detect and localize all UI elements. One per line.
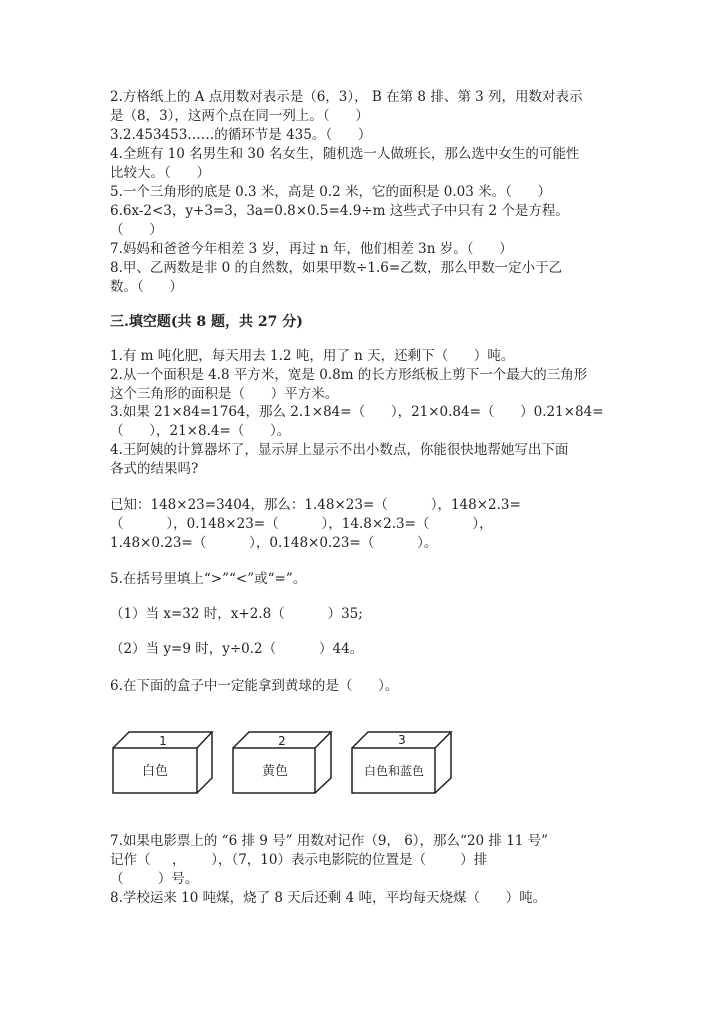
question-6-line-2: （ ） — [110, 222, 163, 238]
question-6-line-1: 6.6x-2<3，y+3=3，3a=0.8×0.5=4.9÷m 这些式子中只有 2 个是方程。 — [110, 203, 569, 219]
fill-q3-line-2: （ ），21×8.4=（ ）。 — [110, 423, 291, 439]
fill-q4-line-1: 4.王阿姨的计算器坏了，显示屏上显示不出小数点，你能很快地帮她写出下面 — [110, 442, 569, 458]
question-8-line-1: 8.甲、乙两数是非 0 的自然数，如果甲数÷1.6=乙数，那么甲数一定小于乙 — [110, 260, 563, 276]
fill-q2-line-2: 这个三角形的面积是（ ）平方米。 — [110, 386, 339, 402]
fill-q4-line-5: 1.48×0.23=（ ），0.148×0.23=（ ）。 — [110, 535, 438, 551]
question-7: 7.妈妈和爸爸今年相差 3 岁，再过 n 年，他们相差 3n 岁。（ ） — [110, 241, 513, 257]
fill-q5-part-2: （2）当 y=9 时，y÷0.2（ ）44。 — [110, 641, 364, 657]
question-2-line-2: 是（8，3），这两个点在同一列上。（ ） — [110, 108, 369, 124]
fill-q7-line-3: （ ）号。 — [110, 871, 199, 887]
box-1-number: 1 — [159, 734, 167, 748]
fill-q3-line-1: 3.如果 21×84=1764，那么 2.1×84=（ ），21×0.84=（ ）0.21×84= — [110, 404, 604, 420]
fill-q5-part-1: （1）当 x=32 时，x+2.8（ ）35; — [110, 606, 363, 622]
question-4-line-2: 比较大。（ ） — [110, 165, 210, 181]
fill-q7-line-1: 7.如果电影票上的 “6 排 9 号” 用数对记作（9， 6），那么“20 排 11 号” — [110, 833, 549, 849]
box-3-label: 白色和蓝色 — [363, 764, 425, 778]
question-3: 3.2.453453……的循环节是 435。（ ） — [110, 127, 372, 143]
fill-q5: 5.在括号里填上“>”“<”或“=”。 — [110, 571, 307, 587]
question-8-line-2: 数。（ ） — [110, 279, 183, 295]
box-2-label: 黄色 — [261, 764, 289, 779]
box-1-label: 白色 — [141, 764, 169, 779]
question-5: 5.一个三角形的底是 0.3 米，高是 0.2 米，它的面积是 0.03 米。（ ） — [110, 184, 552, 200]
fill-q8: 8.学校运来 10 吨煤，烧了 8 天后还剩 4 吨，平均每天烧煤（ ）吨。 — [110, 890, 547, 906]
fill-q6: 6.在下面的盒子中一定能拿到黄球的是（ ）。 — [110, 678, 399, 694]
fill-q4-line-4: （ ），0.148×23=（ ），14.8×2.3=（ ）， — [110, 516, 493, 532]
fill-q2-line-1: 2.从一个面积是 4.8 平方米，宽是 0.8m 的长方形纸板上剪下一个最大的三角形 — [110, 367, 588, 383]
box-3-number: 3 — [398, 733, 406, 747]
fill-q1: 1.有 m 吨化肥，每天用去 1.2 吨，用了 n 天，还剩下（ ）吨。 — [110, 348, 515, 364]
section-title: 三.填空题(共 8 题，共 27 分) — [110, 314, 303, 330]
fill-q4-line-2: 各式的结果吗? — [110, 461, 199, 477]
box-2-number: 2 — [278, 734, 286, 748]
fill-q4-line-3: 已知：148×23=3404，那么：1.48×23=（ ），148×2.3= — [110, 497, 521, 513]
question-4-line-1: 4.全班有 10 名男生和 30 名女生，随机选一人做班长，那么选中女生的可能性 — [110, 146, 580, 162]
fill-q7-line-2: 记作（ ， ），（7，10）表示电影院的位置是（ ）排 — [110, 852, 488, 868]
question-2-line-1: 2.方格纸上的 A 点用数对表示是（6，3）， B 在第 8 排、第 3 列，用数对表示 — [110, 89, 583, 105]
